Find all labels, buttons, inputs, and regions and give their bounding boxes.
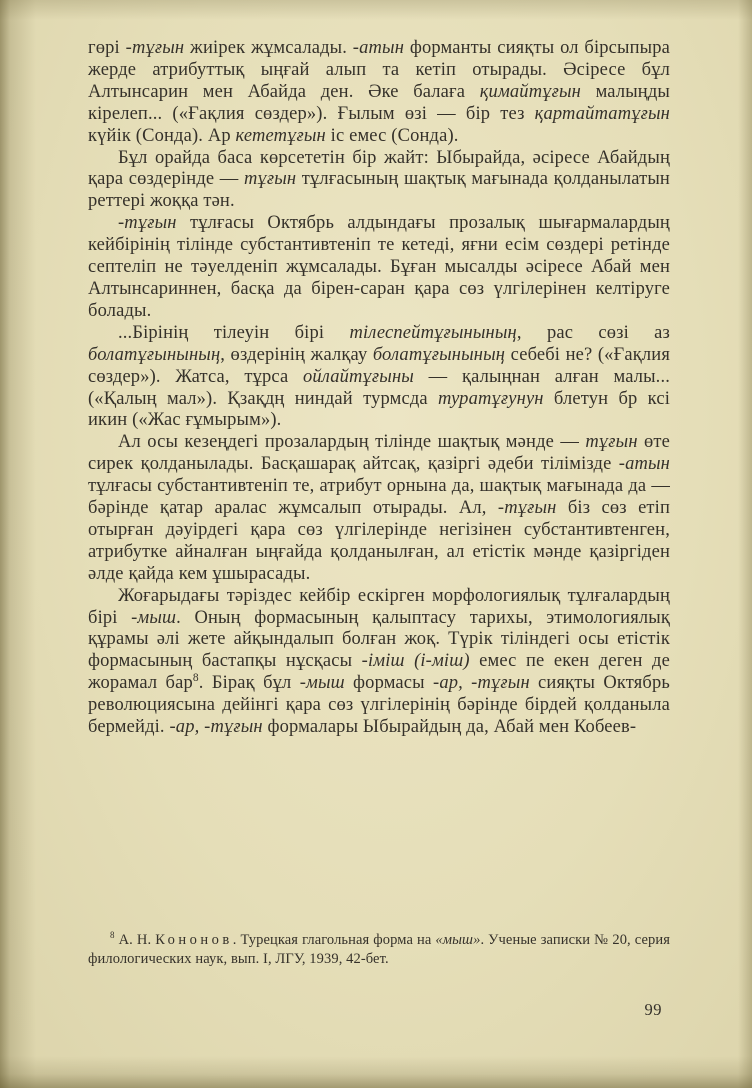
footnote-marker: 8 (192, 672, 199, 685)
emphasis-text: тұғын (243, 169, 297, 190)
body-text (88, 38, 670, 739)
text-run: формалары Ыбырайдың да, Абай мен Кобеев- (262, 717, 637, 738)
paragraph (88, 323, 670, 433)
text-run: біз сөз етіп отырған дәуірдегі қара сөз үлгілерінде негізінен субстантивтенген, атрибутке айналған ыңғайда қолданылған, ал етістік мәнде қазіргіден әлде қайда кем ұшырасады. (88, 498, 671, 584)
text-run: емес пе екен деген де жорамал бар (88, 651, 670, 694)
emphasis-text: -мыш (299, 673, 345, 694)
footnote-marker: 8 (110, 930, 115, 941)
paragraph (88, 213, 670, 323)
text-run: тұлғасы Октябрь алдындағы прозалық шығармалардың кейбірінің тілінде субстантивтеніп те кетеді, яғни есім сөздері ретінде септеліп не тәуелденіп жұмсалады. Бұған мысалды әсіресе Абай мен Алтынсариннен, басқа да бірен-саран қара сөз үлгілерінен келтіруге болады. (88, 213, 670, 321)
text-run: тұлғасының шақтық мағынада қолданылатын реттері жоққа тән. (88, 169, 670, 212)
footnote (88, 931, 670, 968)
text-run: , рас сөзі аз (516, 322, 670, 343)
paragraph (88, 148, 670, 214)
text-run: . Ученые записки № 20, серия филологических наук, вып. I, ЛГУ, 1939, 42-бет. (88, 932, 670, 967)
text-run: Жоғарыдағы тәріздес кейбір ескірген морфологиялық тұлғалардың бірі (88, 585, 670, 628)
emphasis-text: тілеспейтұғынының (349, 322, 517, 343)
text-run: формасы (344, 673, 434, 694)
emphasis-text: -атын (352, 38, 405, 58)
text-run: Кононов (155, 932, 233, 948)
emphasis-text: -тұғын (118, 213, 177, 234)
paragraph (88, 38, 670, 148)
text-run: малыңды кірелеп... («Ғақлия сөздер»). Ғылым өзі — бір тез (88, 81, 670, 124)
emphasis-text: -іміш (і-міш) (361, 651, 470, 672)
emphasis-text: тұғын (585, 432, 638, 453)
emphasis-text: -мыш (131, 607, 177, 628)
paragraph (88, 432, 670, 585)
text-run: форманты сияқты ол бірсыпыра жерде атрибуттық ыңғай алып та кетіп отырады. Әсіресе бұл Алтынсарин мен Абайда ден. Әке балаға (88, 38, 670, 102)
text-run: іс емес (Сонда). (325, 125, 459, 146)
emphasis-text: кететұғын (235, 125, 326, 146)
emphasis-text: болатұғынының (372, 344, 506, 365)
text-run: сияқты Октябрь революциясына дейінгі қара сөз үлгілерінің бәрінде бірдей қолданыла бермейді. (88, 673, 670, 738)
text-run: Бұл орайда баса көрсететін бір жайт: Ыбырайда, әсіресе Абайдың қара сөздерінде — (88, 147, 670, 190)
text-run: жиірек жұмсалады. (184, 38, 353, 58)
text-run: блетун бр ксі икин («Жас ғұмырым»). (88, 388, 671, 431)
text-run: себебі не? («Ғақлия сөздер»). Жатса, тұрса (88, 344, 670, 387)
text-run: өте сирек қолданылады. Басқашарақ айтсақ, қазіргі әдеби тілімізде (88, 432, 671, 475)
emphasis-text: -тұғын (497, 498, 557, 519)
emphasis-text: қимайтұғын (479, 81, 581, 102)
text-run: тұлғасы субстантивтеніп те, атрибут орнына да, шақтық мағынада да — бәрінде қатар аралас жұмсалып отырады. Ал, (88, 476, 670, 519)
page-number: 99 (644, 1000, 662, 1019)
text-run: А. Н. (114, 932, 156, 948)
text-run: — қалыңнан алған малы... («Қалың мал»). Қзақдң ниндай турмсда (88, 366, 670, 409)
text-run: Ал осы кезеңдегі прозалардың тілінде шақтық мәнде — (118, 432, 586, 453)
text-run: гөрі (88, 38, 126, 58)
text-run: , өздерінің жалқау (220, 344, 373, 365)
emphasis-text: қартайтатұғын (534, 103, 670, 124)
emphasis-text: -тұғын (125, 38, 185, 58)
emphasis-text: -ар, -тұғын (169, 717, 263, 738)
paragraph (88, 586, 670, 739)
emphasis-text: «мыш» (435, 932, 481, 948)
emphasis-text: -атын (618, 454, 670, 475)
text-run: . Бірақ бұл (198, 673, 300, 694)
text-run: күйік (Сонда). Ар (88, 125, 236, 146)
text-run: ...Бірінің тілеуін бірі (118, 322, 350, 343)
emphasis-text: ойлайтұғыны (302, 366, 414, 387)
text-run: . Оның формасының қалыптасу тарихы, этимологиялық құрамы әлі жете айқындалып болған жоқ. Түрік тіліндегі осы етістік формасының бастапқы нұсқасы (88, 607, 670, 672)
text-run: . Турецкая глагольная форма на (232, 932, 436, 948)
emphasis-text: -ар, -тұғын (433, 673, 530, 694)
emphasis-text: туратұғунун (438, 388, 544, 409)
emphasis-text: болатұғынының (88, 344, 221, 365)
